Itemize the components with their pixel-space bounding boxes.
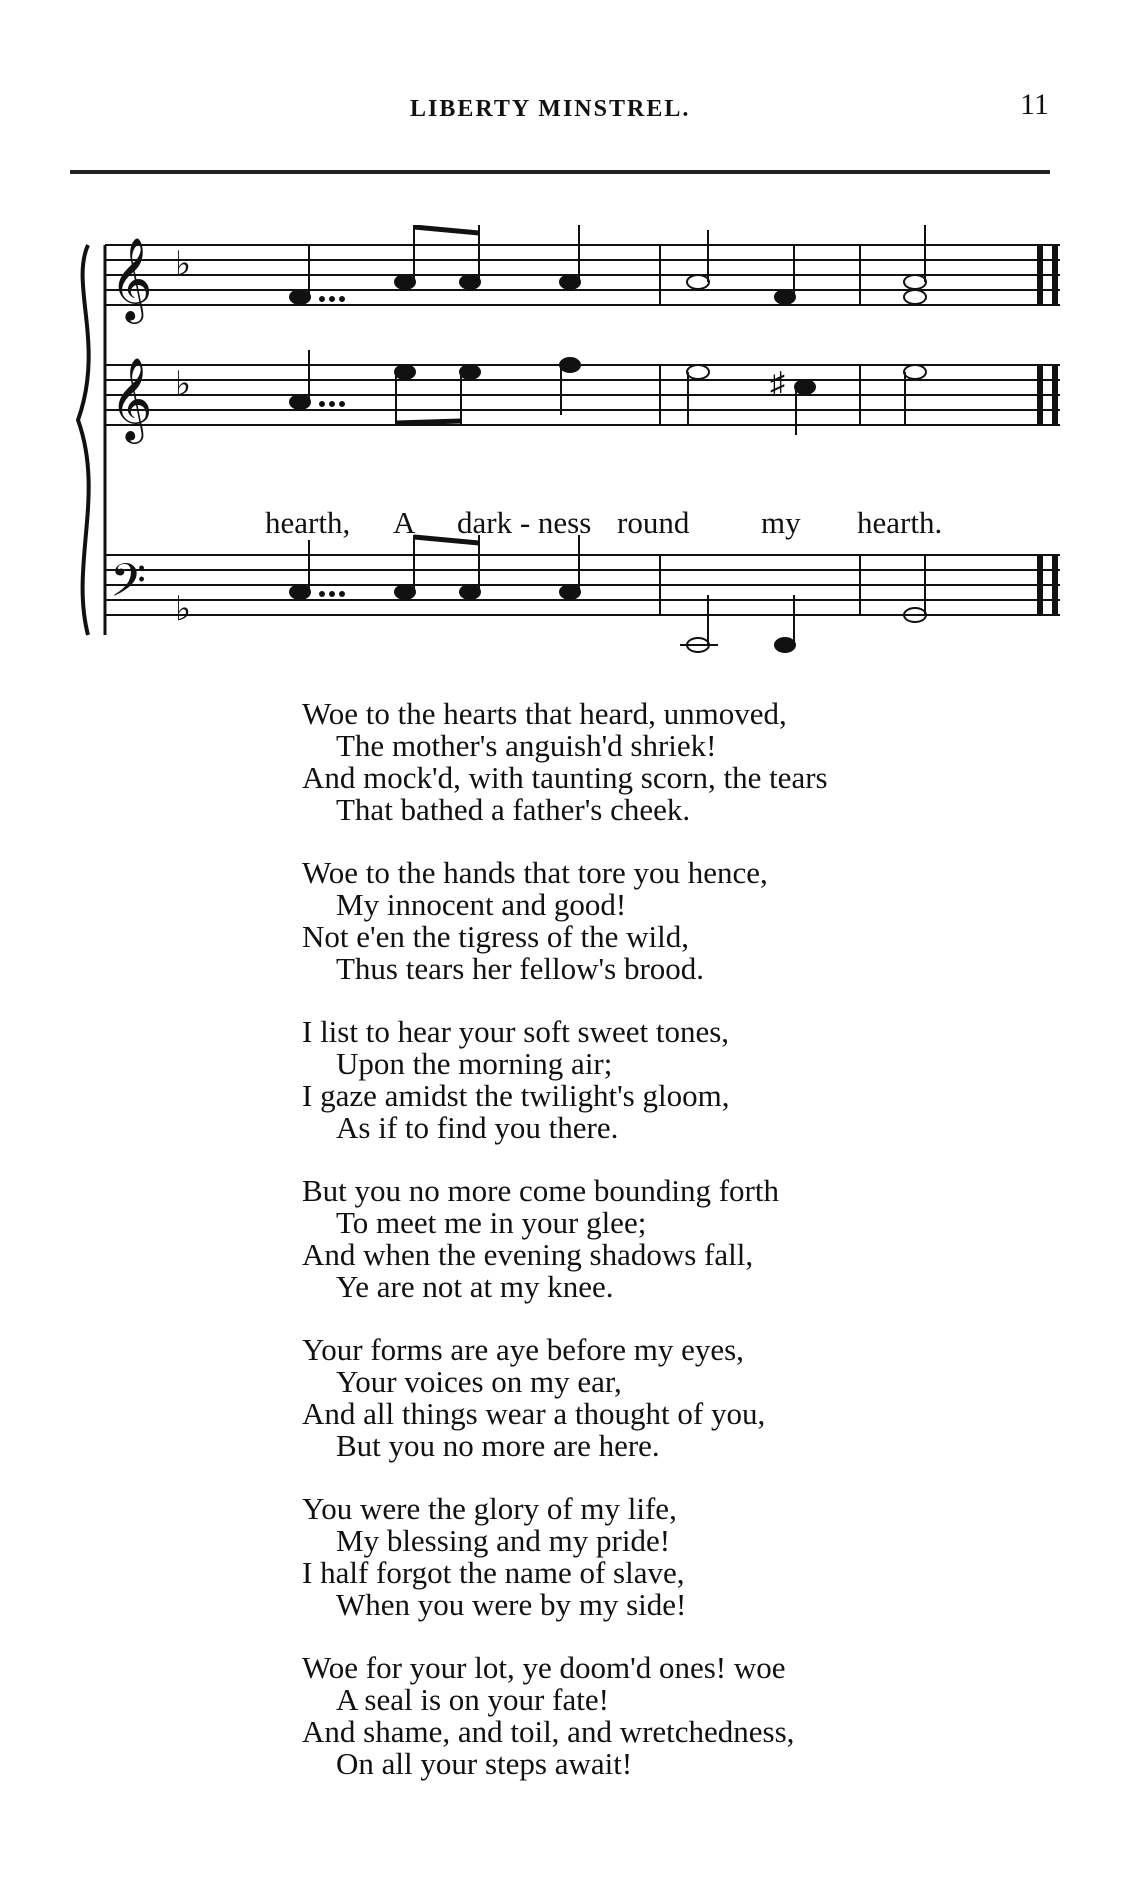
page-header (0, 88, 1128, 128)
notes-staff-2 (290, 350, 926, 435)
verse-line: As if to find you there. (336, 1110, 619, 1145)
verse-line: And all things wear a thought of you, (302, 1396, 766, 1431)
score-drawing (60, 225, 1070, 675)
verse-line: You were the glory of my life, (302, 1491, 677, 1526)
stanza (302, 698, 1062, 826)
verse-line: And mock'd, with taunting scorn, the tears (302, 760, 828, 795)
verse-line: When you were by my side! (336, 1587, 687, 1622)
flat-icon: ♭ (175, 244, 192, 284)
verse-line: Woe to the hands that tore you hence, (302, 855, 768, 890)
verse-line: And shame, and toil, and wretchedness, (302, 1714, 795, 1749)
svg-text:♯: ♯ (770, 367, 785, 400)
lyric-word: round (617, 505, 690, 540)
verse-line: The mother's anguish'd shriek! (336, 728, 717, 763)
verse-line: Your voices on my ear, (336, 1364, 622, 1399)
lyric-word: dark - ness (457, 505, 592, 540)
page-number: 11 (1020, 88, 1049, 121)
verse-line: Woe for your lot, ye doom'd ones! woe (302, 1650, 786, 1685)
verse-line: That bathed a father's cheek. (336, 792, 691, 827)
verse-line: I list to hear your soft sweet tones, (302, 1014, 730, 1049)
verse-line: My blessing and my pride! (336, 1523, 671, 1558)
stanza (302, 1652, 1062, 1780)
system-brace (78, 245, 89, 635)
flat-icon: ♭ (175, 364, 192, 404)
stanza (302, 857, 1062, 985)
staff-bass (105, 555, 1060, 615)
verse-line: But you no more come bounding forth (302, 1173, 779, 1208)
stanza (302, 1175, 1062, 1303)
verse-line: To meet me in your glee; (336, 1205, 647, 1240)
verse-line: Thus tears her fellow's brood. (336, 951, 705, 986)
lyric-word: A (393, 505, 416, 540)
verse-line: I half forgot the name of slave, (302, 1555, 685, 1590)
verse-line: Ye are not at my knee. (336, 1269, 614, 1304)
notes-staff-1 (290, 225, 926, 304)
music-score (60, 225, 1070, 675)
notes-staff-bass (290, 535, 926, 652)
verses (302, 698, 1062, 1811)
verse-line: I gaze amidst the twilight's gloom, (302, 1078, 730, 1113)
treble-clef-icon: 𝄞 (110, 356, 153, 440)
verse-line: My innocent and good! (336, 887, 627, 922)
stanza (302, 1016, 1062, 1144)
verse-line: But you no more are here. (336, 1428, 660, 1463)
stanza (302, 1493, 1062, 1621)
verse-line: Woe to the hearts that heard, unmoved, (302, 696, 787, 731)
treble-clef-icon: 𝄞 (110, 236, 153, 320)
verse-line: And when the evening shadows fall, (302, 1237, 754, 1272)
verse-line: A seal is on your fate! (336, 1682, 609, 1717)
lyric-word: hearth. (857, 505, 943, 540)
verse-line: Upon the morning air; (336, 1046, 613, 1081)
barlines (660, 245, 1055, 615)
verse-line: Your forms are aye before my eyes, (302, 1332, 744, 1367)
running-title: LIBERTY MINSTREL. (410, 96, 691, 122)
staff-treble-2 (105, 365, 1060, 425)
header-rule (70, 170, 1050, 174)
stanza (302, 1334, 1062, 1462)
flat-icon: ♭ (175, 589, 192, 629)
lyric-word: hearth, (265, 505, 351, 540)
bass-clef-icon: 𝄢 (110, 554, 147, 619)
verse-line: Not e'en the tigress of the wild, (302, 919, 689, 954)
verse-line: On all your steps await! (336, 1746, 633, 1781)
lyric-word: my (761, 505, 801, 540)
